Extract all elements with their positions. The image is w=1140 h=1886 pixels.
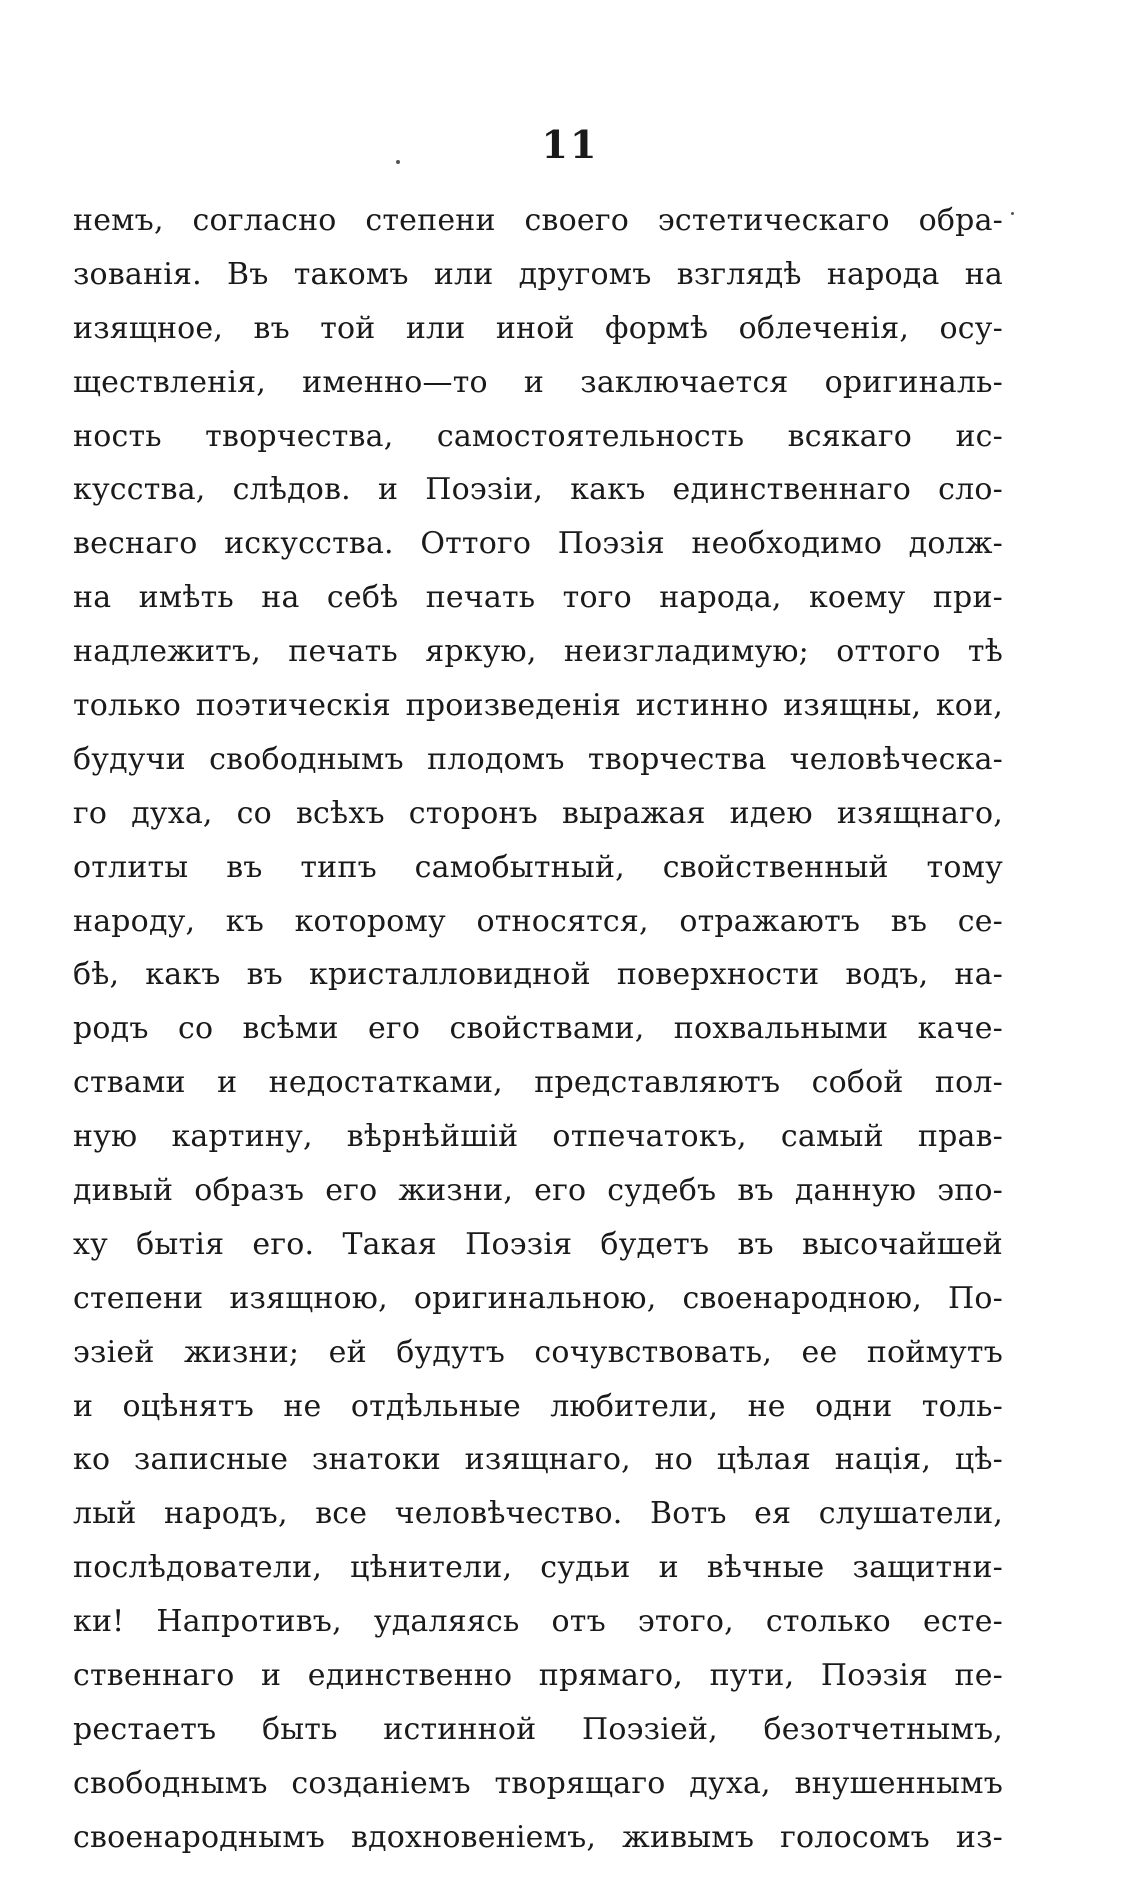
- text-line: го духа, со всѣхъ сторонъ выражая идею изящнаго,: [73, 795, 1003, 831]
- text-line: эзіей жизни; ей будутъ сочувствовать, ее поймутъ: [73, 1334, 1003, 1370]
- print-speck: [1011, 212, 1014, 215]
- text-line: рестаетъ быть истинной Поэзіей, безотчетнымъ,: [73, 1711, 1003, 1747]
- text-line: будучи свободнымъ плодомъ творчества человѣческа-: [73, 741, 1003, 777]
- text-line: своенароднымъ вдохновеніемъ, живымъ голосомъ из-: [73, 1819, 1003, 1855]
- text-line: ки! Напротивъ, удаляясь отъ этого, столько есте-: [73, 1604, 1003, 1640]
- text-line: родъ со всѣми его свойствами, похвальными каче-: [73, 1011, 1003, 1047]
- text-line: свободнымъ созданіемъ творящаго духа, внушеннымъ: [73, 1765, 1003, 1801]
- text-line: степени изящною, оригинальною, своенародною, По-: [73, 1280, 1003, 1316]
- text-line: ществленія, именно—то и заключается оригиналь-: [73, 364, 1003, 400]
- text-line: отлиты въ типъ самобытный, свойственный тому: [73, 849, 1003, 885]
- print-speck: [396, 160, 400, 164]
- text-line: ность творчества, самостоятельность всякаго ис-: [73, 418, 1003, 454]
- text-line: народу, къ которому относятся, отражаютъ въ се-: [73, 903, 1003, 939]
- text-line: немъ, согласно степени своего эстетическаго обра-: [73, 203, 1003, 238]
- body-text: [73, 194, 1003, 1865]
- text-line: послѣдователи, цѣнители, судьи и вѣчные защитни-: [73, 1550, 1003, 1586]
- text-line: зованія. Въ такомъ или другомъ взглядѣ народа на: [73, 256, 1003, 292]
- text-line: ственнаго и единственно прямаго, пути, Поэзія пе-: [73, 1658, 1003, 1694]
- text-line: бѣ, какъ въ кристалловидной поверхности водъ, на-: [73, 957, 1003, 993]
- text-line: ху бытія его. Такая Поэзія будетъ въ высочайшей: [73, 1226, 1003, 1262]
- text-line: лый народъ, все человѣчество. Вотъ ея слушатели,: [73, 1496, 1003, 1532]
- text-line: веснаго искусства. Оттого Поэзія необходимо долж-: [73, 526, 1003, 562]
- text-line: дивый образъ его жизни, его судебъ въ данную эпо-: [73, 1173, 1003, 1209]
- page-number: 11: [541, 122, 599, 167]
- text-line: на имѣть на себѣ печать того народа, коему при-: [73, 580, 1003, 616]
- text-line: ствами и недостатками, представляютъ собой пол-: [73, 1065, 1003, 1101]
- text-line: ную картину, вѣрнѣйшій отпечатокъ, самый прав-: [73, 1119, 1003, 1155]
- text-line: и оцѣнятъ не отдѣльные любители, не одни толь-: [73, 1388, 1003, 1424]
- text-line: ко записные знатоки изящнаго, но цѣлая нація, цѣ-: [73, 1442, 1003, 1478]
- text-line: только поэтическія произведенія истинно изящны, кои,: [73, 688, 1003, 724]
- text-line: изящное, въ той или иной формѣ облеченія, осу-: [73, 310, 1003, 346]
- text-line: надлежитъ, печать яркую, неизгладимую; оттого тѣ: [73, 634, 1003, 670]
- text-line: кусства, слѣдов. и Поэзіи, какъ единственнаго сло-: [73, 472, 1003, 508]
